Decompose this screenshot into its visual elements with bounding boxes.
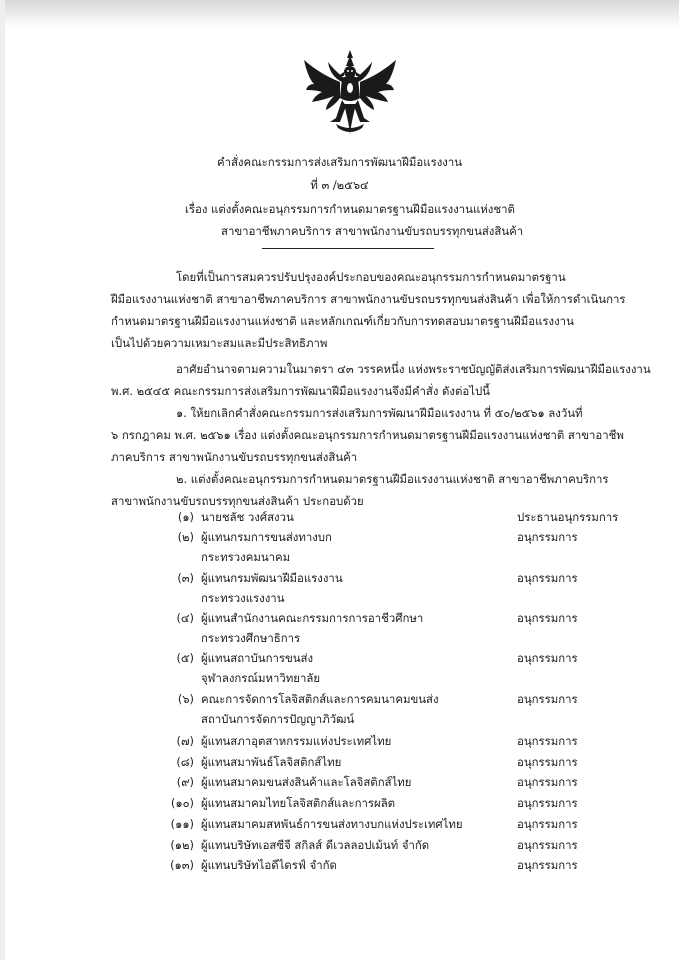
member-name: ผู้แทนบริษัทเอสซีจี สกิลส์ ดีเวลลอปเม้นท์ จำกัด	[201, 838, 430, 852]
member-name: ผู้แทนสำนักงานคณะกรรมการการอาชีวศึกษา	[201, 611, 424, 625]
member-role: อนุกรรมการ	[517, 734, 578, 748]
member-affiliation: จุฬาลงกรณ์มหาวิทยาลัย	[201, 671, 321, 685]
member-name: ผู้แทนสมาคมสหพันธ์การขนส่งทางบกแห่งประเทศไทย	[201, 817, 463, 831]
page-left-edge	[0, 0, 5, 960]
member-name: ผู้แทนสถาบันการขนส่ง	[201, 651, 314, 665]
item-1-line-2: ๖ กรกฎาคม พ.ศ. ๒๕๖๑ เรื่อง แต่งตั้งคณะอนุกรรมการกำหนดมาตรฐานฝีมือแรงงานแห่งชาติ สาขาอาชีพ	[111, 428, 624, 442]
paragraph-1-line-4: เป็นไปด้วยความเหมาะสมและมีประสิทธิภาพ	[111, 336, 328, 350]
member-name: คณะการจัดการโลจิสติกส์และการคมนาคมขนส่ง	[201, 692, 439, 706]
member-name: ผู้แทนสภาอุตสาหกรรมแห่งประเทศไทย	[201, 734, 392, 748]
member-number: (๑๑)	[170, 817, 194, 831]
member-role: อนุกรรมการ	[517, 530, 578, 544]
item-1-line-1: ๑. ให้ยกเลิกคำสั่งคณะกรรมการส่งเสริมการพัฒนาฝีมือแรงงาน ที่ ๕๐/๒๕๖๑ ลงวันที่	[176, 406, 583, 420]
member-affiliation: กระทรวงศึกษาธิการ	[201, 631, 301, 645]
member-affiliation: กระทรวงแรงงาน	[201, 591, 285, 605]
member-number: (๕)	[176, 651, 194, 665]
member-number: (๔)	[176, 611, 194, 625]
member-number: (๑๐)	[170, 796, 194, 810]
item-1-line-3: ภาคบริการ สาขาพนักงานขับรถบรรทุกขนส่งสินค้า	[111, 450, 358, 464]
member-name: นายชลัช วงศ์สงวน	[201, 510, 294, 524]
member-affiliation: สถาบันการจัดการปัญญาภิวัฒน์	[201, 712, 355, 726]
member-name: ผู้แทนสมาคมขนส่งสินค้าและโลจิสติกส์ไทย	[201, 775, 412, 789]
member-number: (๙)	[176, 775, 194, 789]
order-title: คำสั่งคณะกรรมการส่งเสริมการพัฒนาฝีมือแรงงาน	[216, 155, 463, 169]
member-role: อนุกรรมการ	[517, 611, 578, 625]
member-name: ผู้แทนสมาพันธ์โลจิสติกส์ไทย	[201, 755, 342, 769]
member-name: ผู้แทนสมาคมไทยโลจิสติกส์และการผลิต	[201, 796, 396, 810]
member-number: (๖)	[177, 692, 194, 706]
garuda-emblem-icon	[300, 48, 400, 140]
member-affiliation: กระทรวงคมนาคม	[201, 550, 291, 564]
member-role: อนุกรรมการ	[517, 838, 578, 852]
member-number: (๘)	[176, 755, 194, 769]
member-name: ผู้แทนกรมพัฒนาฝีมือแรงงาน	[201, 571, 343, 585]
member-number: (๒)	[177, 530, 194, 544]
member-role: อนุกรรมการ	[517, 755, 578, 769]
member-role: อนุกรรมการ	[517, 651, 578, 665]
paragraph-2-line-2: พ.ศ. ๒๕๔๕ คณะกรรมการส่งเสริมการพัฒนาฝีมือแรงงานจึงมีคำสั่ง ดังต่อไปนี้	[111, 384, 490, 398]
item-2-line-2: สาขาพนักงานขับรถบรรทุกขนส่งสินค้า ประกอบด้วย	[111, 494, 364, 508]
title-divider	[262, 248, 434, 249]
paragraph-1-line-2: ฝีมือแรงงานแห่งชาติ สาขาอาชีพภาคบริการ สาขาพนักงานขับรถบรรทุกขนส่งสินค้า เพื่อให้การดำเนินการ	[111, 292, 626, 306]
member-name: ผู้แทนบริษัทไอดีไดรฟ์ จำกัด	[201, 858, 337, 872]
member-number: (๑๓)	[170, 858, 194, 872]
paragraph-2-line-1: อาศัยอำนาจตามความในมาตรา ๔๓ วรรคหนึ่ง แห่งพระราชบัญญัติส่งเสริมการพัฒนาฝีมือแรงงาน	[176, 362, 651, 376]
subject-line-2: สาขาอาชีพภาคบริการ สาขาพนักงานขับรถบรรทุกขนส่งสินค้า	[221, 224, 524, 238]
page-top-shadow	[0, 0, 679, 28]
member-number: (๓)	[177, 571, 194, 585]
paragraph-1-line-3: กำหนดมาตรฐานฝีมือแรงงานแห่งชาติ และหลักเกณฑ์เกี่ยวกับการทดสอบมาตรฐานฝีมือแรงงาน	[111, 314, 574, 328]
member-number: (๑)	[177, 510, 194, 524]
paragraph-1-line-1: โดยที่เป็นการสมควรปรับปรุงองค์ประกอบของคณะอนุกรรมการกำหนดมาตรฐาน	[176, 270, 566, 284]
member-number: (๑๒)	[170, 838, 194, 852]
member-name: ผู้แทนกรมการขนส่งทางบก	[201, 530, 332, 544]
member-number: (๗)	[176, 734, 194, 748]
member-role: อนุกรรมการ	[517, 775, 578, 789]
member-role: อนุกรรมการ	[517, 571, 578, 585]
subject-line-1: เรื่อง แต่งตั้งคณะอนุกรรมการกำหนดมาตรฐานฝีมือแรงงานแห่งชาติ	[185, 202, 515, 216]
member-role: ประธานอนุกรรมการ	[517, 510, 619, 524]
item-2-line-1: ๒. แต่งตั้งคณะอนุกรรมการกำหนดมาตรฐานฝีมือแรงงานแห่งชาติ สาขาอาชีพภาคบริการ	[176, 472, 609, 486]
member-role: อนุกรรมการ	[517, 692, 578, 706]
order-number: ที่ ๓ /๒๕๖๔	[310, 178, 369, 192]
member-role: อนุกรรมการ	[517, 858, 578, 872]
member-role: อนุกรรมการ	[517, 817, 578, 831]
member-role: อนุกรรมการ	[517, 796, 578, 810]
